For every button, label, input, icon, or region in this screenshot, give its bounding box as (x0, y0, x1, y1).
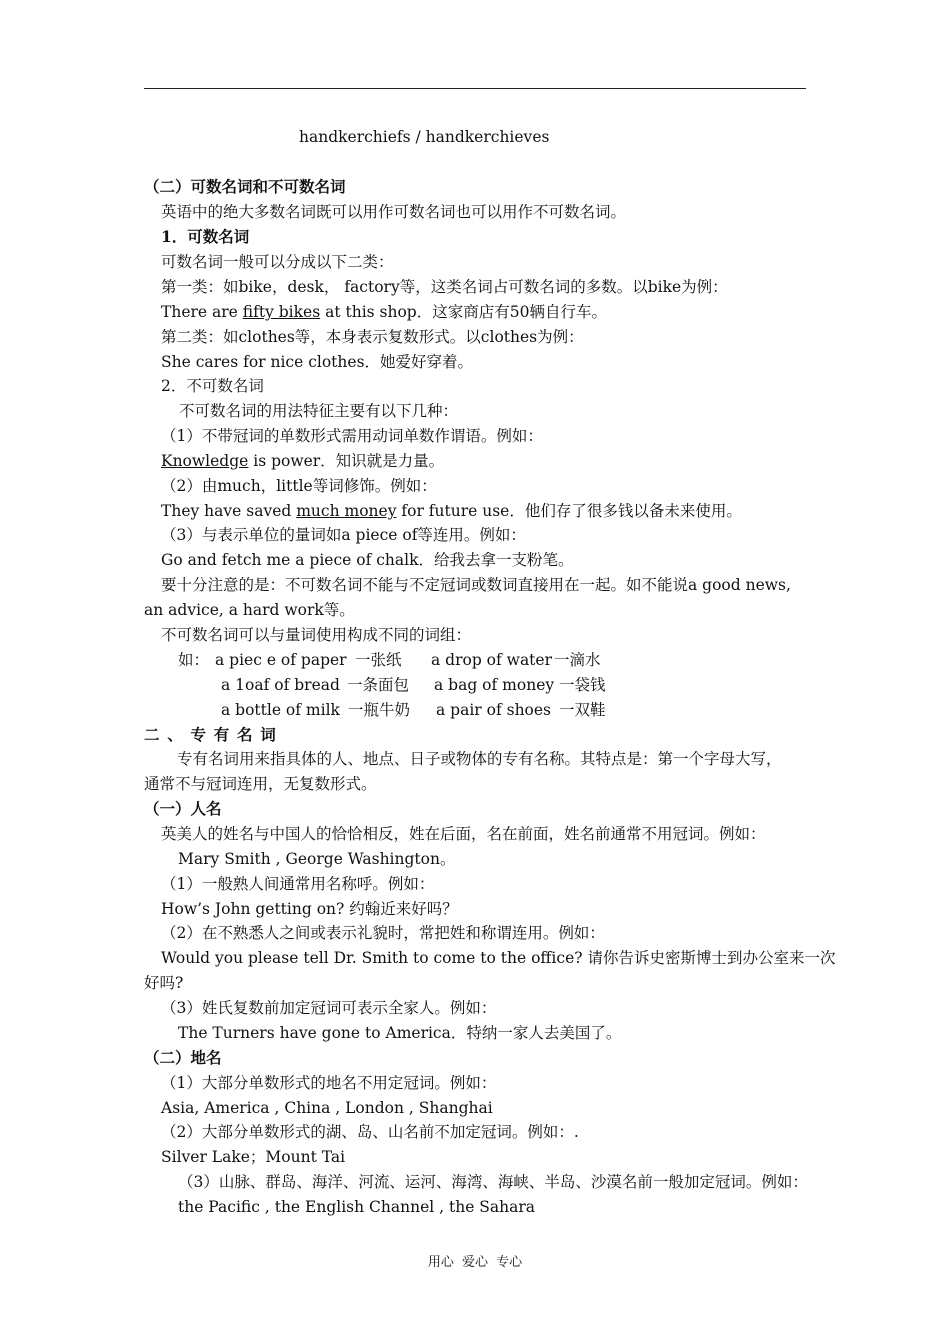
example-sentence: Silver Lake；Mount Tai (161, 1148, 346, 1166)
paragraph: （3）与表示单位的量词如a piece of等连用。例如： (161, 526, 526, 544)
heading-uncountable: 2．不可数名词 (161, 377, 264, 395)
example-sentence: Go and fetch me a piece of chalk．给我去拿一支粉笔。 (161, 551, 574, 569)
section-number: 二、 (144, 725, 191, 744)
paragraph: （1）一般熟人间通常用名称呼。例如： (161, 875, 435, 893)
phrase-row (178, 649, 601, 671)
heading-countable: 1．可数名词 (161, 227, 250, 246)
text: at this shop．这家商店有50辆自行车。 (320, 303, 607, 321)
phrase-en: a pair of shoes (436, 701, 552, 719)
page-footer: 用心 爱心 专心 (427, 1255, 523, 1270)
paragraph: （2）大部分单数形式的湖、岛、山名前不加定冠词。例如：. (161, 1123, 579, 1141)
underlined-text: Knowledge (161, 452, 249, 470)
paragraph: （2）在不熟悉人之间或表示礼貌时，常把姓和称谓连用。例如： (161, 924, 605, 942)
paragraph: （1）大部分单数形式的地名不用定冠词。例如： (161, 1074, 497, 1092)
example-sentence: 好吗? (144, 974, 184, 992)
paragraph: 通常不与冠词连用，无复数形式。 (144, 775, 377, 793)
paragraph: 可数名词一般可以分成以下二类： (161, 253, 394, 271)
paragraph: 要十分注意的是：不可数名词不能与不定冠词或数词直接用在一起。如不能说a good news, (161, 576, 791, 594)
header-rule (144, 88, 806, 89)
phrase-zh: 一滴水 (554, 651, 601, 669)
example-sentence: Asia, America , China , London , Shanghai (161, 1099, 493, 1117)
heading-place-name: （二）地名 (144, 1048, 222, 1067)
paragraph: an advice, a hard work等。 (144, 601, 355, 619)
text: is power．知识就是力量。 (248, 452, 445, 470)
phrase-row (221, 699, 606, 721)
paragraph: （2）由much，little等词修饰。例如： (161, 477, 437, 495)
phrase-en: a drop of water (431, 651, 552, 669)
section-countable-title: （二）可数名词和不可数名词 (144, 177, 346, 196)
underlined-text: much money (296, 502, 397, 520)
paragraph: 英语中的绝大多数名词既可以用作可数名词也可以用作不可数名词。 (161, 203, 627, 221)
paragraph: 不可数名词可以与量词使用构成不同的词组： (161, 626, 472, 644)
example-sentence: Mary Smith , George Washington。 (178, 850, 456, 868)
top-line: handkerchiefs / handkerchieves (299, 128, 550, 146)
underlined-text: fifty bikes (242, 303, 321, 321)
phrase-lead: 如： (178, 651, 210, 669)
phrase-zh: 一双鞋 (559, 701, 606, 719)
phrase-zh: 一袋钱 (559, 676, 606, 694)
example-sentence (161, 301, 607, 323)
phrase-en: a bottle of milk (221, 701, 340, 719)
phrase-zh: 一瓶牛奶 (348, 701, 411, 719)
paragraph: 不可数名词的用法特征主要有以下几种： (179, 402, 459, 420)
paragraph: （3）姓氏复数前加定冠词可表示全家人。例如： (161, 999, 497, 1017)
paragraph: 专有名词用来指具体的人、地点、日子或物体的专有名称。其特点是：第一个字母大写， (177, 750, 782, 768)
paragraph: （1）不带冠词的单数形式需用动词单数作谓语。例如： (161, 427, 543, 445)
text: They have saved (161, 502, 297, 520)
example-sentence: The Turners have gone to America．特纳一家人去美国了。 (178, 1024, 622, 1042)
phrase-zh: 一张纸 (355, 651, 402, 669)
phrase-en: a piec e of paper (215, 651, 347, 669)
example-sentence: She cares for nice clothes．她爱好穿着。 (161, 353, 474, 371)
example-sentence (161, 500, 742, 522)
heading-person-name: （一）人名 (144, 799, 222, 818)
example-sentence (161, 450, 444, 472)
example-sentence: the Pacific , the English Channel , the Sahara (178, 1198, 536, 1216)
section-title: 专有名词 (190, 725, 284, 744)
section-proper-title (144, 724, 284, 746)
paragraph: 英美人的姓名与中国人的恰恰相反，姓在后面，名在前面，姓名前通常不用冠词。例如： (161, 825, 766, 843)
example-sentence: How’s John getting on? 约翰近来好吗？ (161, 900, 458, 918)
phrase-en: a 1oaf of bread (221, 676, 340, 694)
phrase-row (221, 674, 606, 696)
paragraph: （3）山脉、群岛、海洋、河流、运河、海湾、海峡、半岛、沙漠名前一般加定冠词。例如： (178, 1173, 808, 1191)
paragraph: 第二类：如clothes等，本身表示复数形式。以clothes为例： (161, 328, 584, 346)
phrase-zh: 一条面包 (347, 676, 410, 694)
example-sentence: Would you please tell Dr. Smith to come to the office? 请你告诉史密斯博士到办公室来一次 (161, 949, 836, 967)
text: for future use．他们存了很多钱以备未来使用。 (396, 502, 742, 520)
text: There are (161, 303, 243, 321)
phrase-en: a bag of money (434, 676, 555, 694)
paragraph: 第一类：如bike，desk， factory等，这类名词占可数名词的多数。以bike为例： (161, 278, 728, 296)
